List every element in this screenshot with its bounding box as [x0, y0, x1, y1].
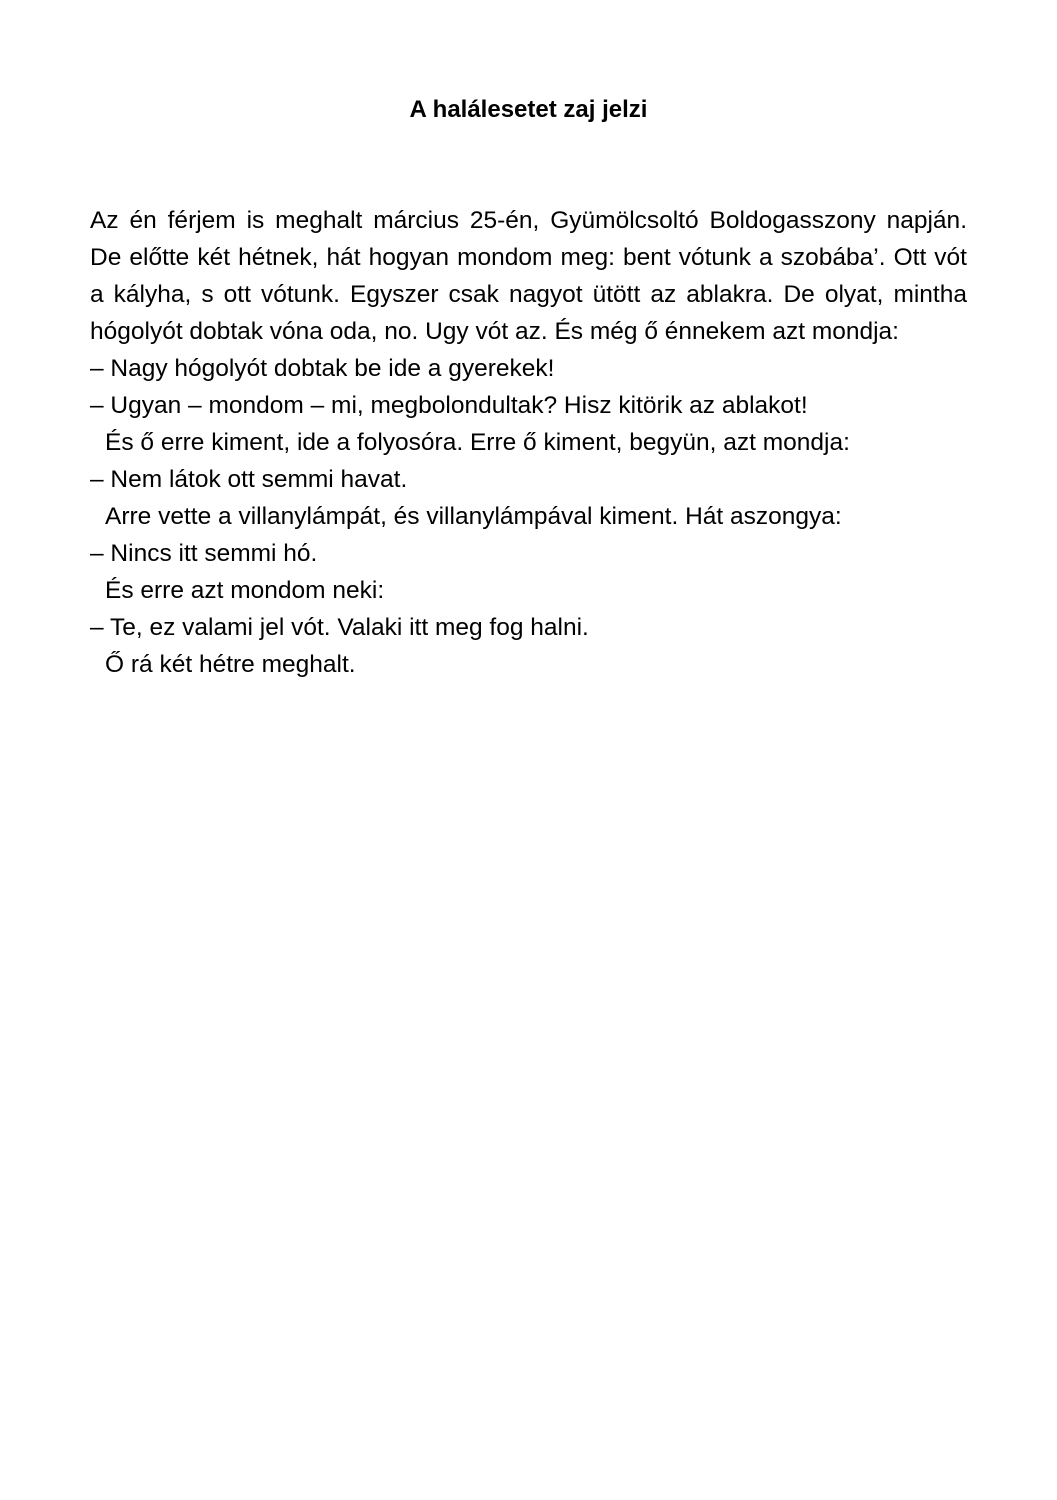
- opening-paragraph: Az én férjem is meghalt március 25-én, Gyümölcsoltó Boldogasszony napján. De előtte két hétnek, hát hogyan mondom meg: bent vótunk a szobába’. Ott vót a kályha, s ott vótunk. Egyszer csak nagyot ütött az ablakra. De olyat, mintha hógolyót dobtak vóna oda, no. Ugy vót az. És még ő énnekem azt mondja:: [90, 207, 967, 345]
- dialogue-line: – Nagy hógolyót dobtak be ide a gyerekek!: [90, 355, 555, 382]
- dialogue-line: – Te, ez valami jel vót. Valaki itt meg fog halni.: [90, 614, 589, 641]
- closing-line: Ő rá két hétre meghalt.: [105, 651, 356, 678]
- dialogue-line: – Nincs itt semmi hó.: [90, 540, 318, 567]
- narration-line: Arre vette a villanylámpát, és villanylámpával kiment. Hát aszongya:: [105, 503, 842, 530]
- document-title: A halálesetet zaj jelzi: [409, 96, 648, 123]
- dialogue-line: – Ugyan – mondom – mi, megbolondultak? Hisz kitörik az ablakot!: [90, 392, 808, 419]
- story-body: [90, 202, 967, 683]
- narration-line: És erre azt mondom neki:: [105, 577, 385, 604]
- narration-line: És ő erre kiment, ide a folyosóra. Erre ő kiment, begyün, azt mondja:: [105, 429, 850, 456]
- dialogue-line: – Nem látok ott semmi havat.: [90, 466, 408, 493]
